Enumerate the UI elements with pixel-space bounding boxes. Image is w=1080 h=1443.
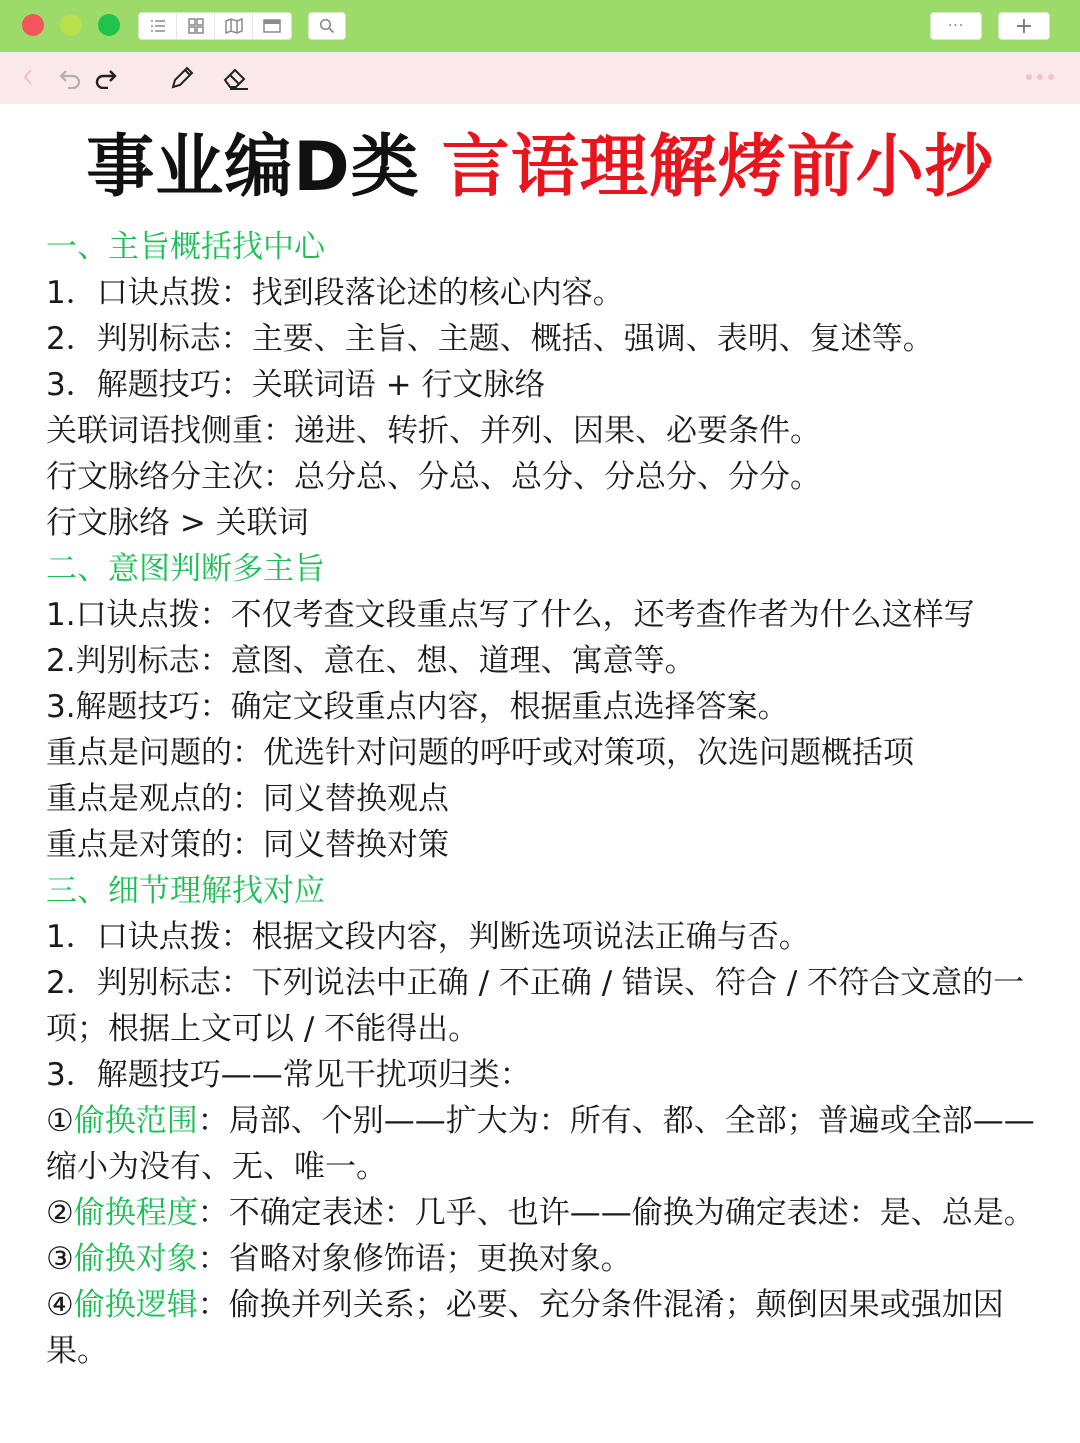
text-line: 1.口诀点拨：不仅考查文段重点写了什么，还考查作者为什么这样写	[46, 597, 975, 633]
close-button[interactable]	[22, 14, 44, 36]
undo-icon	[58, 67, 82, 89]
distractor-item	[46, 1282, 1046, 1374]
item-label: 偷换程度	[73, 1195, 198, 1231]
section-heading-3: 三、细节理解找对应	[46, 873, 325, 909]
item-number: ②	[46, 1195, 74, 1231]
note-body	[46, 224, 1046, 1374]
text-paragraph: 2．判别标志：下列说法中正确 / 不正确 / 错误、符合 / 不符合文意的一项；根据上文可以 / 不能得出。	[46, 965, 1025, 1047]
minimize-button[interactable]	[60, 14, 82, 36]
item-text: ：省略对象修饰语；更换对象。	[197, 1241, 632, 1277]
window-icon	[263, 18, 281, 34]
item-number: ④	[46, 1287, 74, 1323]
view-switcher	[138, 12, 292, 40]
section-heading-1: 一、主旨概括找中心	[46, 229, 325, 265]
text-line: 重点是观点的：同义替换观点	[46, 781, 449, 817]
list-icon	[150, 19, 166, 33]
editing-toolbar	[0, 52, 1080, 104]
text-line: 3．解题技巧——常见干扰项归类：	[46, 1057, 531, 1093]
redo-icon	[94, 67, 118, 89]
pen-icon	[169, 65, 195, 91]
text-line: 关联词语找侧重：递进、转折、并列、因果、必要条件。	[46, 413, 821, 449]
item-text: ：局部、个别——扩大为：所有、都、全部；普遍或全部——缩小为没有、无、唯一。	[46, 1103, 1035, 1185]
search-button[interactable]	[308, 12, 346, 40]
map-icon	[225, 18, 243, 34]
search-icon	[319, 18, 335, 34]
redo-button[interactable]	[92, 64, 120, 92]
text-line: 重点是问题的：优选针对问题的呼吁或对策项，次选问题概括项	[46, 735, 914, 771]
title-red: 言语理解烤前小抄	[441, 128, 994, 207]
back-chevron-icon[interactable]	[24, 69, 32, 85]
undo-button[interactable]	[56, 64, 84, 92]
distractor-item	[46, 1190, 1046, 1236]
map-view-button[interactable]	[215, 13, 253, 39]
item-label: 偷换对象	[73, 1241, 198, 1277]
more-button[interactable]: ···	[930, 12, 982, 40]
text-line: 1．口诀点拨：根据文段内容，判断选项说法正确与否。	[46, 919, 810, 955]
window-view-button[interactable]	[253, 13, 291, 39]
list-view-button[interactable]	[139, 13, 177, 39]
page-title	[0, 128, 1080, 208]
item-number: ③	[46, 1241, 74, 1277]
text-line: 2．判别标志：主要、主旨、主题、概括、强调、表明、复述等。	[46, 321, 934, 357]
text-line: 2.判别标志：意图、意在、想、道理、寓意等。	[46, 643, 696, 679]
text-line: 重点是对策的：同义替换对策	[46, 827, 449, 863]
item-number: ①	[46, 1103, 74, 1139]
text-line: 1．口诀点拨：找到段落论述的核心内容。	[46, 275, 624, 311]
text-line: 3.解题技巧：确定文段重点内容，根据重点选择答案。	[46, 689, 789, 725]
item-text: ：不确定表述：几乎、也许——偷换为确定表述：是、总是。	[197, 1195, 1035, 1231]
grid-view-button[interactable]	[177, 13, 215, 39]
pen-button[interactable]	[168, 64, 196, 92]
text-line: 行文脉络分主次：总分总、分总、总分、分总分、分分。	[46, 459, 821, 495]
zoom-button[interactable]	[98, 14, 120, 36]
grid-icon	[188, 18, 204, 34]
section-heading-2: 二、意图判断多主旨	[46, 551, 325, 587]
eraser-button[interactable]	[222, 64, 250, 92]
distractor-item	[46, 1098, 1046, 1190]
item-label: 偷换范围	[73, 1103, 198, 1139]
item-text: ：偷换并列关系；必要、充分条件混淆；颠倒因果或强加因果。	[46, 1287, 1004, 1369]
text-line: 3．解题技巧：关联词语 + 行文脉络	[46, 367, 546, 403]
add-button[interactable]: +	[998, 12, 1050, 40]
text-line: 行文脉络 > 关联词	[46, 505, 309, 541]
window-titlebar	[0, 0, 1080, 52]
eraser-icon	[222, 65, 250, 91]
toolbar-more-icon[interactable]	[1026, 74, 1054, 80]
item-label: 偷换逻辑	[73, 1287, 198, 1323]
distractor-item	[46, 1236, 1046, 1282]
title-black: 事业编D类	[86, 128, 420, 207]
